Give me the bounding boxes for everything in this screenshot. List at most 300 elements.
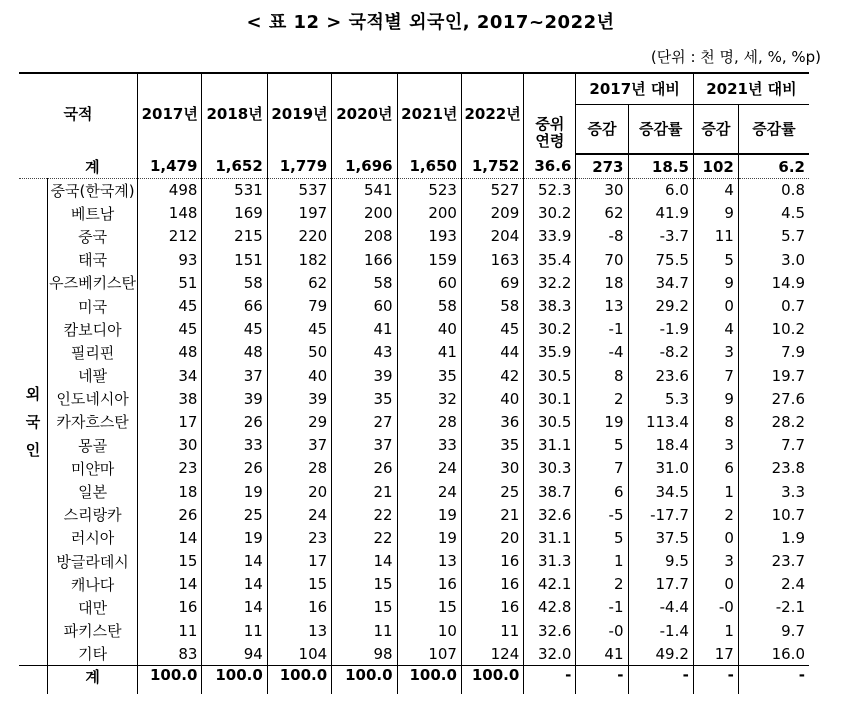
total-row bbox=[19, 154, 809, 179]
value-cell: 11 bbox=[693, 225, 738, 248]
value-cell: -8 bbox=[576, 225, 628, 248]
value-cell: 215 bbox=[202, 225, 267, 248]
value-cell: 15 bbox=[332, 573, 397, 596]
value-cell: 37 bbox=[267, 434, 331, 457]
value-cell: 23.6 bbox=[628, 364, 693, 387]
country-name: 네팔 bbox=[78, 367, 108, 386]
value-cell: 19.7 bbox=[738, 364, 809, 387]
value-cell: 40 bbox=[461, 387, 523, 410]
value-cell: 22 bbox=[332, 526, 397, 549]
value-cell: 537 bbox=[267, 179, 331, 202]
value-cell: 19 bbox=[576, 410, 628, 433]
value-cell: 83 bbox=[138, 642, 202, 665]
value-cell: -1.4 bbox=[628, 619, 693, 642]
value-cell: 0 bbox=[693, 294, 738, 317]
value-cell: 4 bbox=[693, 179, 738, 202]
percent-cell: 100.0 bbox=[202, 665, 267, 694]
country-name: 스리랑카 bbox=[63, 506, 122, 525]
country-name: 캄보디아 bbox=[63, 320, 122, 339]
value-cell: 24 bbox=[397, 457, 461, 480]
value-cell: 30 bbox=[138, 434, 202, 457]
value-cell: 28.2 bbox=[738, 410, 809, 433]
value-cell: 25 bbox=[202, 503, 267, 526]
table-row bbox=[19, 550, 809, 573]
value-cell: 29.2 bbox=[628, 294, 693, 317]
value-cell: 3 bbox=[693, 434, 738, 457]
percent-total-row bbox=[19, 665, 809, 694]
value-cell: 9 bbox=[693, 202, 738, 225]
value-cell: 26 bbox=[202, 410, 267, 433]
value-cell: 20 bbox=[267, 480, 331, 503]
table-row bbox=[19, 480, 809, 503]
value-cell: 30.2 bbox=[524, 202, 576, 225]
value-cell: 58 bbox=[332, 271, 397, 294]
value-cell: 5.3 bbox=[628, 387, 693, 410]
table-row bbox=[19, 387, 809, 410]
value-cell: 49.2 bbox=[628, 642, 693, 665]
value-cell: 16 bbox=[461, 573, 523, 596]
value-cell: 41 bbox=[576, 642, 628, 665]
value-cell: 19 bbox=[202, 526, 267, 549]
value-cell: 24 bbox=[397, 480, 461, 503]
country-name: 캐나다 bbox=[70, 575, 115, 594]
value-cell: 51 bbox=[138, 271, 202, 294]
value-cell: 7 bbox=[693, 364, 738, 387]
value-cell: 37 bbox=[202, 364, 267, 387]
value-cell: 193 bbox=[397, 225, 461, 248]
value-cell: -1.9 bbox=[628, 318, 693, 341]
value-cell: 35.9 bbox=[524, 341, 576, 364]
value-cell: -4.4 bbox=[628, 596, 693, 619]
value-cell: 15 bbox=[332, 596, 397, 619]
country-name: 방글라데시 bbox=[56, 552, 129, 571]
header-year: 2019년 bbox=[267, 73, 331, 154]
value-cell: 79 bbox=[267, 294, 331, 317]
value-cell: 40 bbox=[397, 318, 461, 341]
value-cell: 32.0 bbox=[524, 642, 576, 665]
value-cell: -1 bbox=[576, 318, 628, 341]
value-cell: 23 bbox=[267, 526, 331, 549]
value-cell: 0 bbox=[693, 526, 738, 549]
value-cell: 39 bbox=[202, 387, 267, 410]
percent-cell: 100.0 bbox=[461, 665, 523, 694]
value-cell: 16 bbox=[267, 596, 331, 619]
value-cell: 48 bbox=[138, 341, 202, 364]
value-cell: 31.1 bbox=[524, 434, 576, 457]
value-cell: 58 bbox=[461, 294, 523, 317]
value-cell: 11 bbox=[461, 619, 523, 642]
value-cell: 35 bbox=[461, 434, 523, 457]
value-cell: 0 bbox=[693, 573, 738, 596]
value-cell: 14.9 bbox=[738, 271, 809, 294]
value-cell: 29 bbox=[267, 410, 331, 433]
value-cell: 14 bbox=[202, 573, 267, 596]
value-cell: 15 bbox=[397, 596, 461, 619]
table-row bbox=[19, 364, 809, 387]
total-cell: 102 bbox=[693, 154, 738, 179]
value-cell: 11 bbox=[202, 619, 267, 642]
value-cell: 32 bbox=[397, 387, 461, 410]
percent-cell: - bbox=[524, 665, 576, 694]
value-cell: 48 bbox=[202, 341, 267, 364]
value-cell: 18 bbox=[576, 271, 628, 294]
header-change-rate: 증감률 bbox=[628, 105, 693, 155]
value-cell: 7.7 bbox=[738, 434, 809, 457]
country-name: 베트남 bbox=[70, 204, 115, 223]
total-cell: 1,479 bbox=[138, 154, 202, 179]
value-cell: 197 bbox=[267, 202, 331, 225]
table-row bbox=[19, 318, 809, 341]
value-cell: 50 bbox=[267, 341, 331, 364]
value-cell: 1 bbox=[693, 619, 738, 642]
value-cell: 70 bbox=[576, 248, 628, 271]
header-median-age-line1: 중위 bbox=[535, 115, 565, 133]
value-cell: 58 bbox=[397, 294, 461, 317]
table-row bbox=[19, 294, 809, 317]
table-row bbox=[19, 341, 809, 364]
value-cell: 23 bbox=[138, 457, 202, 480]
value-cell: 40 bbox=[267, 364, 331, 387]
value-cell: 17 bbox=[138, 410, 202, 433]
value-cell: 124 bbox=[461, 642, 523, 665]
header-nationality: 국적 bbox=[19, 73, 138, 154]
value-cell: 21 bbox=[461, 503, 523, 526]
value-cell: 18 bbox=[138, 480, 202, 503]
value-cell: 30.2 bbox=[524, 318, 576, 341]
value-cell: 1 bbox=[693, 480, 738, 503]
value-cell: 2 bbox=[576, 387, 628, 410]
country-name: 필리핀 bbox=[70, 343, 115, 362]
value-cell: -8.2 bbox=[628, 341, 693, 364]
group-label-char: 외 bbox=[25, 384, 41, 403]
value-cell: 23.7 bbox=[738, 550, 809, 573]
value-cell: 17 bbox=[693, 642, 738, 665]
value-cell: 8 bbox=[693, 410, 738, 433]
header-vs-2021: 2021년 대비 bbox=[693, 73, 809, 105]
group-label-foreigners bbox=[19, 179, 48, 666]
header-change: 증감 bbox=[693, 105, 738, 155]
value-cell: 0.7 bbox=[738, 294, 809, 317]
value-cell: 9 bbox=[693, 271, 738, 294]
value-cell: 62 bbox=[267, 271, 331, 294]
value-cell: 32.2 bbox=[524, 271, 576, 294]
group-label-char: 인 bbox=[25, 440, 41, 459]
percent-cell: - bbox=[576, 665, 628, 694]
value-cell: 26 bbox=[332, 457, 397, 480]
value-cell: 14 bbox=[202, 550, 267, 573]
value-cell: 212 bbox=[138, 225, 202, 248]
value-cell: 25 bbox=[461, 480, 523, 503]
value-cell: 34 bbox=[138, 364, 202, 387]
value-cell: 39 bbox=[267, 387, 331, 410]
value-cell: 182 bbox=[267, 248, 331, 271]
value-cell: 37 bbox=[332, 434, 397, 457]
value-cell: 208 bbox=[332, 225, 397, 248]
total-cell: 6.2 bbox=[738, 154, 809, 179]
value-cell: 16 bbox=[138, 596, 202, 619]
value-cell: 14 bbox=[138, 573, 202, 596]
value-cell: 1 bbox=[576, 550, 628, 573]
table-row bbox=[19, 179, 809, 202]
table-row bbox=[19, 202, 809, 225]
country-name: 인도네시아 bbox=[56, 390, 129, 409]
group-spacer bbox=[19, 665, 48, 694]
value-cell: 204 bbox=[461, 225, 523, 248]
value-cell: 69 bbox=[461, 271, 523, 294]
total-cell: 1,696 bbox=[332, 154, 397, 179]
value-cell: 541 bbox=[332, 179, 397, 202]
table-row bbox=[19, 271, 809, 294]
value-cell: -2.1 bbox=[738, 596, 809, 619]
value-cell: 30.5 bbox=[524, 410, 576, 433]
value-cell: 9.5 bbox=[628, 550, 693, 573]
value-cell: 8 bbox=[576, 364, 628, 387]
value-cell: 31.3 bbox=[524, 550, 576, 573]
value-cell: 0.8 bbox=[738, 179, 809, 202]
table-row bbox=[19, 248, 809, 271]
header-median-age-line2: 연령 bbox=[535, 132, 565, 150]
value-cell: 66 bbox=[202, 294, 267, 317]
value-cell: 18.4 bbox=[628, 434, 693, 457]
value-cell: 21 bbox=[332, 480, 397, 503]
value-cell: 30 bbox=[461, 457, 523, 480]
country-name: 태국 bbox=[78, 251, 108, 270]
value-cell: 14 bbox=[202, 596, 267, 619]
value-cell: -4 bbox=[576, 341, 628, 364]
value-cell: 30.5 bbox=[524, 364, 576, 387]
group-label-char: 국 bbox=[25, 412, 41, 431]
total-cell: 1,650 bbox=[397, 154, 461, 179]
value-cell: 4.5 bbox=[738, 202, 809, 225]
total-cell: 36.6 bbox=[524, 154, 576, 179]
percent-cell: 100.0 bbox=[267, 665, 331, 694]
header-year: 2018년 bbox=[202, 73, 267, 154]
value-cell: 45 bbox=[267, 318, 331, 341]
value-cell: 31.0 bbox=[628, 457, 693, 480]
table-row bbox=[19, 410, 809, 433]
value-cell: 41.9 bbox=[628, 202, 693, 225]
value-cell: 148 bbox=[138, 202, 202, 225]
value-cell: 5 bbox=[576, 526, 628, 549]
value-cell: 10.7 bbox=[738, 503, 809, 526]
value-cell: 16 bbox=[461, 550, 523, 573]
value-cell: 42.8 bbox=[524, 596, 576, 619]
percent-total-label: 계 bbox=[48, 665, 138, 694]
table-row bbox=[19, 596, 809, 619]
value-cell: 3 bbox=[693, 341, 738, 364]
header-year: 2021년 bbox=[397, 73, 461, 154]
value-cell: 220 bbox=[267, 225, 331, 248]
country-name: 중국 bbox=[78, 227, 108, 246]
value-cell: 41 bbox=[332, 318, 397, 341]
header-year: 2022년 bbox=[461, 73, 523, 154]
value-cell: 93 bbox=[138, 248, 202, 271]
value-cell: 27.6 bbox=[738, 387, 809, 410]
value-cell: 42 bbox=[461, 364, 523, 387]
country-name: 대만 bbox=[78, 598, 108, 617]
value-cell: 16 bbox=[397, 573, 461, 596]
value-cell: 19 bbox=[202, 480, 267, 503]
unit-note: (단위 : 천 명, 세, %, %p) bbox=[650, 48, 821, 66]
value-cell: 13 bbox=[576, 294, 628, 317]
value-cell: 13 bbox=[397, 550, 461, 573]
value-cell: 34.7 bbox=[628, 271, 693, 294]
value-cell: 14 bbox=[332, 550, 397, 573]
value-cell: 527 bbox=[461, 179, 523, 202]
value-cell: 166 bbox=[332, 248, 397, 271]
value-cell: 2 bbox=[693, 503, 738, 526]
percent-cell: 100.0 bbox=[332, 665, 397, 694]
value-cell: 5 bbox=[693, 248, 738, 271]
value-cell: 15 bbox=[138, 550, 202, 573]
value-cell: -0 bbox=[576, 619, 628, 642]
value-cell: 35.4 bbox=[524, 248, 576, 271]
value-cell: 107 bbox=[397, 642, 461, 665]
value-cell: 33.9 bbox=[524, 225, 576, 248]
value-cell: 28 bbox=[267, 457, 331, 480]
value-cell: 113.4 bbox=[628, 410, 693, 433]
value-cell: 41 bbox=[397, 341, 461, 364]
value-cell: 33 bbox=[397, 434, 461, 457]
percent-cell: - bbox=[738, 665, 809, 694]
value-cell: 14 bbox=[138, 526, 202, 549]
value-cell: 36 bbox=[461, 410, 523, 433]
value-cell: 4 bbox=[693, 318, 738, 341]
country-name: 러시아 bbox=[70, 529, 115, 548]
value-cell: 9.7 bbox=[738, 619, 809, 642]
value-cell: 39 bbox=[332, 364, 397, 387]
total-label: 계 bbox=[48, 154, 138, 179]
value-cell: 200 bbox=[332, 202, 397, 225]
value-cell: 98 bbox=[332, 642, 397, 665]
value-cell: 6.0 bbox=[628, 179, 693, 202]
value-cell: 38.7 bbox=[524, 480, 576, 503]
value-cell: -1 bbox=[576, 596, 628, 619]
header-change-rate: 증감률 bbox=[738, 105, 809, 155]
country-name: 미국 bbox=[78, 297, 108, 316]
total-cell: 1,752 bbox=[461, 154, 523, 179]
value-cell: 11 bbox=[138, 619, 202, 642]
group-spacer bbox=[19, 154, 48, 179]
percent-cell: - bbox=[693, 665, 738, 694]
country-name: 몽골 bbox=[78, 436, 108, 455]
header-median-age bbox=[524, 73, 576, 154]
table-row bbox=[19, 225, 809, 248]
value-cell: 5.7 bbox=[738, 225, 809, 248]
foreigners-by-nationality-table bbox=[19, 72, 809, 694]
value-cell: 163 bbox=[461, 248, 523, 271]
value-cell: 531 bbox=[202, 179, 267, 202]
header-vs-2017: 2017년 대비 bbox=[576, 73, 694, 105]
header-year: 2017년 bbox=[138, 73, 202, 154]
table-title: < 표 12 > 국적별 외국인, 2017~2022년 bbox=[246, 12, 615, 33]
value-cell: 30.1 bbox=[524, 387, 576, 410]
value-cell: 60 bbox=[332, 294, 397, 317]
value-cell: 104 bbox=[267, 642, 331, 665]
header-change: 증감 bbox=[576, 105, 628, 155]
country-name: 카자흐스탄 bbox=[56, 413, 129, 432]
value-cell: -3.7 bbox=[628, 225, 693, 248]
value-cell: 58 bbox=[202, 271, 267, 294]
value-cell: 38.3 bbox=[524, 294, 576, 317]
value-cell: 2.4 bbox=[738, 573, 809, 596]
country-name: 기타 bbox=[78, 645, 108, 664]
value-cell: 6 bbox=[576, 480, 628, 503]
value-cell: 60 bbox=[397, 271, 461, 294]
value-cell: 45 bbox=[202, 318, 267, 341]
value-cell: 44 bbox=[461, 341, 523, 364]
value-cell: 16 bbox=[461, 596, 523, 619]
table-row bbox=[19, 457, 809, 480]
value-cell: 35 bbox=[332, 387, 397, 410]
table-row bbox=[19, 619, 809, 642]
value-cell: 13 bbox=[267, 619, 331, 642]
country-name: 파키스탄 bbox=[63, 622, 122, 641]
total-cell: 18.5 bbox=[628, 154, 693, 179]
table-row bbox=[19, 503, 809, 526]
value-cell: 34.5 bbox=[628, 480, 693, 503]
value-cell: 5 bbox=[576, 434, 628, 457]
value-cell: 159 bbox=[397, 248, 461, 271]
value-cell: 62 bbox=[576, 202, 628, 225]
value-cell: 169 bbox=[202, 202, 267, 225]
country-name: 우즈베키스탄 bbox=[49, 274, 137, 293]
value-cell: 30 bbox=[576, 179, 628, 202]
value-cell: 498 bbox=[138, 179, 202, 202]
value-cell: 2 bbox=[576, 573, 628, 596]
value-cell: 523 bbox=[397, 179, 461, 202]
value-cell: 45 bbox=[138, 318, 202, 341]
country-name: 미얀마 bbox=[70, 459, 115, 478]
value-cell: 30.3 bbox=[524, 457, 576, 480]
percent-cell: - bbox=[628, 665, 693, 694]
value-cell: 32.6 bbox=[524, 619, 576, 642]
value-cell: 7.9 bbox=[738, 341, 809, 364]
value-cell: 17 bbox=[267, 550, 331, 573]
value-cell: 45 bbox=[138, 294, 202, 317]
value-cell: 26 bbox=[202, 457, 267, 480]
country-name: 중국(한국계) bbox=[50, 181, 135, 200]
value-cell: 7 bbox=[576, 457, 628, 480]
value-cell: 11 bbox=[332, 619, 397, 642]
value-cell: 42.1 bbox=[524, 573, 576, 596]
value-cell: 15 bbox=[267, 573, 331, 596]
value-cell: 35 bbox=[397, 364, 461, 387]
value-cell: 3 bbox=[693, 550, 738, 573]
value-cell: 3.0 bbox=[738, 248, 809, 271]
table-row bbox=[19, 573, 809, 596]
country-name: 일본 bbox=[78, 483, 108, 502]
value-cell: 209 bbox=[461, 202, 523, 225]
value-cell: 20 bbox=[461, 526, 523, 549]
total-cell: 1,779 bbox=[267, 154, 331, 179]
value-cell: -5 bbox=[576, 503, 628, 526]
value-cell: 10 bbox=[397, 619, 461, 642]
value-cell: 24 bbox=[267, 503, 331, 526]
value-cell: 200 bbox=[397, 202, 461, 225]
table-row bbox=[19, 642, 809, 665]
value-cell: 10.2 bbox=[738, 318, 809, 341]
value-cell: 9 bbox=[693, 387, 738, 410]
value-cell: 28 bbox=[397, 410, 461, 433]
value-cell: 94 bbox=[202, 642, 267, 665]
value-cell: 3.3 bbox=[738, 480, 809, 503]
value-cell: 31.1 bbox=[524, 526, 576, 549]
value-cell: 43 bbox=[332, 341, 397, 364]
total-cell: 273 bbox=[576, 154, 628, 179]
value-cell: 45 bbox=[461, 318, 523, 341]
percent-cell: 100.0 bbox=[397, 665, 461, 694]
